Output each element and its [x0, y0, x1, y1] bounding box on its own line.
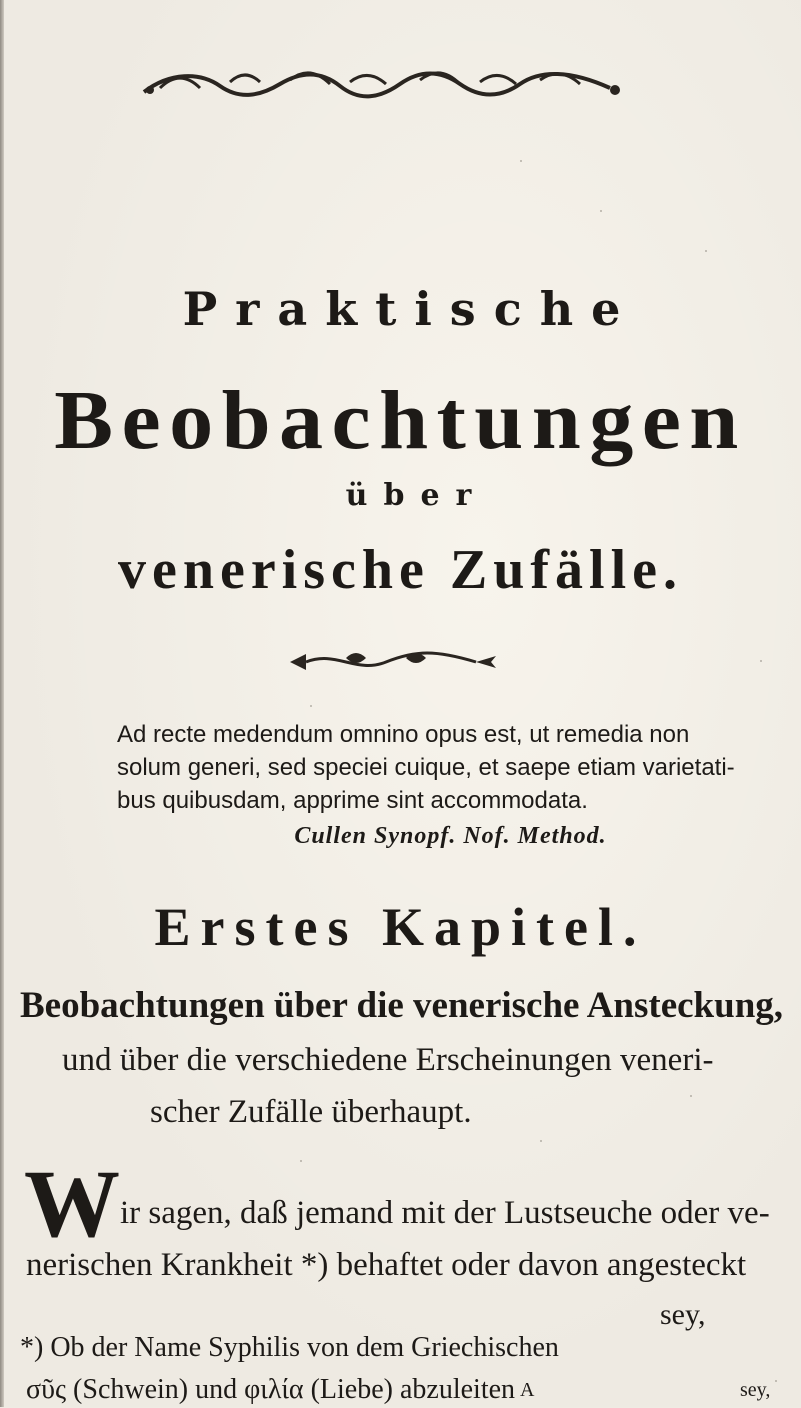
- chapter-heading: Erstes Kapitel.: [154, 897, 647, 957]
- body-line-2: nerischen Krankheit *) behaftet oder davon angesteckt: [26, 1247, 747, 1283]
- epigraph-line-3: bus quibusdam, apprime sint accommodata.: [117, 787, 588, 814]
- signature-mark: A: [520, 1379, 535, 1401]
- chapter-subhead-1: Beobachtungen über die venerische Ansteckung,: [20, 985, 784, 1026]
- drop-capital: W: [24, 1150, 120, 1257]
- body-line-1: ir sagen, daß jemand mit der Lustseuche oder ve-: [120, 1195, 770, 1231]
- title-line-praktische: Praktische: [182, 282, 639, 336]
- footnote-line-2: σῦς (Schwein) und φιλία (Liebe) abzuleiten: [26, 1374, 516, 1405]
- catchword: sey,: [740, 1379, 771, 1401]
- chapter-subhead-2: und über die verschiedene Erscheinungen veneri-: [62, 1042, 714, 1078]
- title-line-beobachtungen: Beobachtungen: [54, 374, 747, 467]
- epigraph-line-2: solum generi, sed speciei cuique, et saepe etiam varietati-: [117, 754, 735, 781]
- body-line-3: sey,: [660, 1298, 706, 1331]
- footnote-line-1: *) Ob der Name Syphilis von dem Griechischen: [20, 1332, 559, 1363]
- title-line-ueber: über: [345, 478, 488, 513]
- page-gutter: [0, 0, 4, 1407]
- chapter-subhead-3: scher Zufälle überhaupt.: [150, 1094, 472, 1130]
- middle-ornament: [286, 648, 501, 676]
- top-ornament: [140, 62, 625, 106]
- epigraph-citation: Cullen Synopf. Nof. Method.: [294, 823, 607, 849]
- title-line-venerische: venerische Zufälle.: [117, 539, 684, 601]
- epigraph-line-1: Ad recte medendum omnino opus est, ut remedia non: [117, 721, 690, 748]
